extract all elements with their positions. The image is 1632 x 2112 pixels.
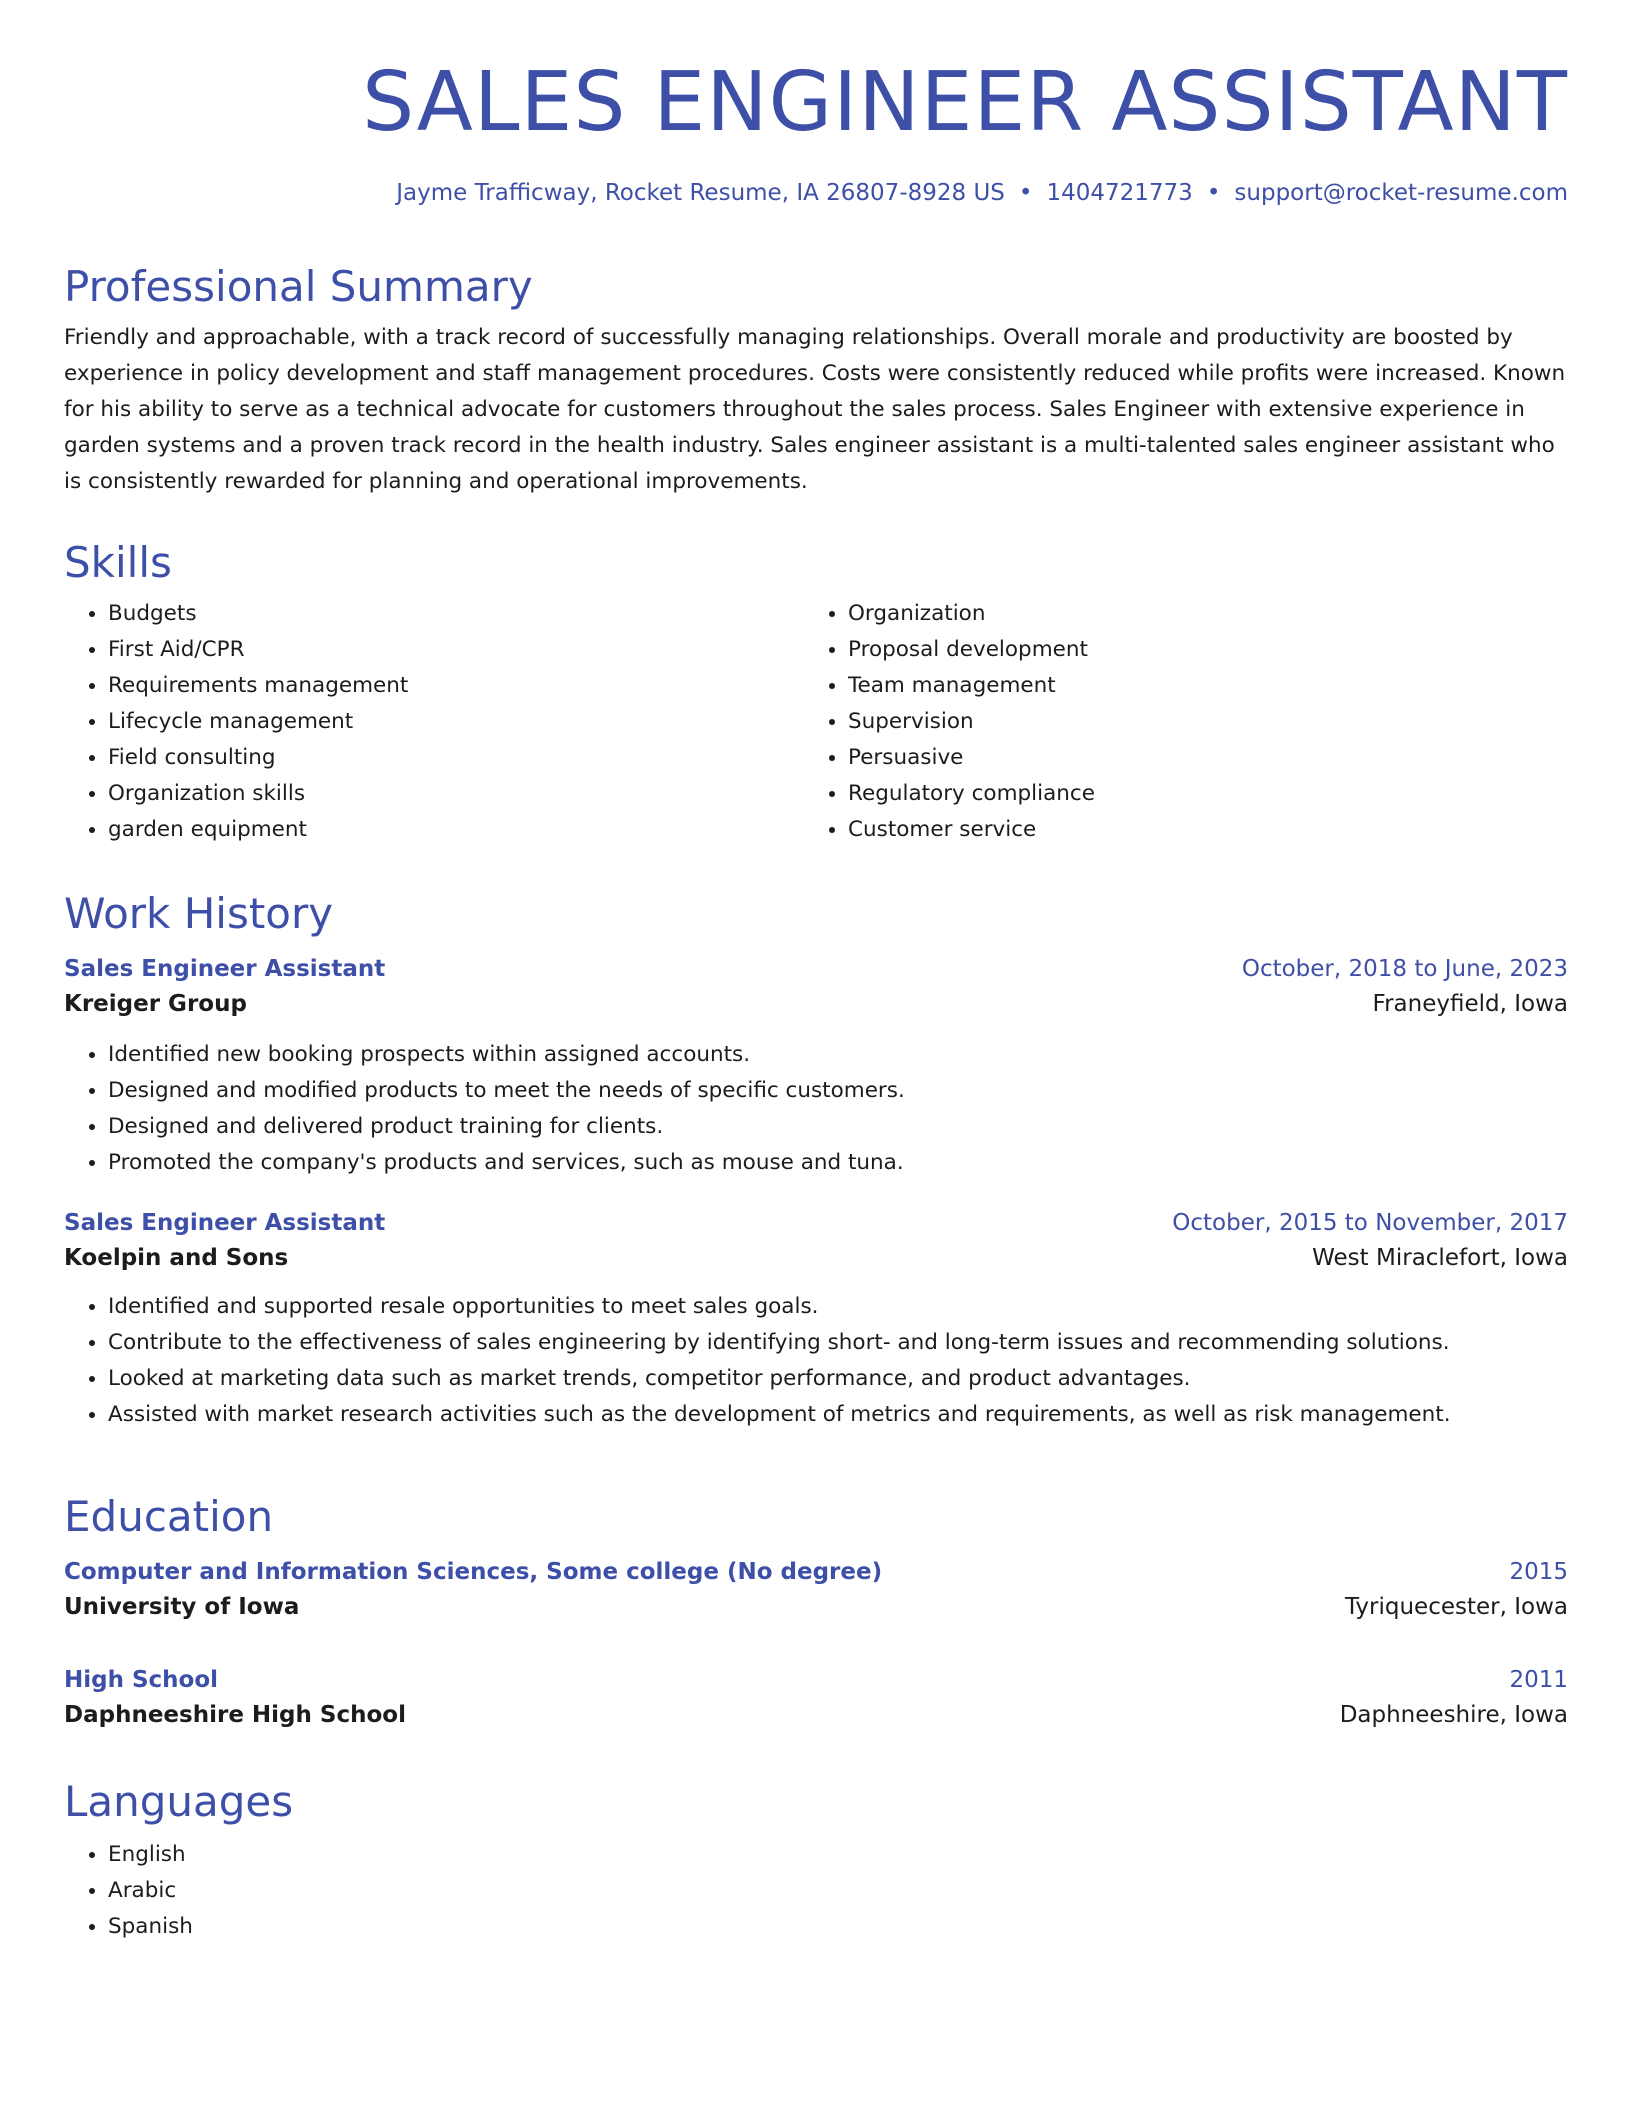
job-bullet: • Identified new booking prospects within assigned accounts. xyxy=(108,1037,1568,1073)
job-bullets xyxy=(64,1289,1568,1433)
skills-list-right xyxy=(804,596,1544,848)
contact-line xyxy=(64,178,1568,208)
education-degree: Computer and Information Sciences, Some college (No degree) xyxy=(64,1559,883,1585)
education-location: Tyriquecester, Iowa xyxy=(1344,1594,1568,1620)
summary-text: Friendly and approachable, with a track record of successfully managing relationships. Overall morale and productivity are boosted by experience in policy development and staff management procedures. Costs were consistently reduced while profits were increased. Known for his ability to serve as a technical advocate for customers throughout the sales process. Sales Engineer with extensive experience in garden systems and a proven track record in the health industry. Sales engineer assistant is a multi-talented sales engineer assistant who is consistently rewarded for planning and operational improvements. xyxy=(64,325,1566,494)
skill-item: • Budgets xyxy=(108,596,804,632)
skill-item: • Organization skills xyxy=(108,776,804,812)
education-school-row xyxy=(64,1696,1568,1734)
job-header-row xyxy=(64,1207,1568,1239)
skill-item: • Regulatory compliance xyxy=(848,776,1544,812)
summary-heading: Professional Summary xyxy=(64,262,533,311)
job-bullet: • Assisted with market research activities such as the development of metrics and requirements, as well as risk management. xyxy=(108,1397,1568,1433)
job-bullet: • Designed and modified products to meet the needs of specific customers. xyxy=(108,1073,1568,1109)
work-history-heading: Work History xyxy=(64,889,334,938)
skill-item: • Team management xyxy=(848,668,1544,704)
skill-item: • Proposal development xyxy=(848,632,1544,668)
education-year: 2015 xyxy=(1509,1559,1568,1585)
education-year: 2011 xyxy=(1509,1667,1568,1693)
skills-section xyxy=(64,538,1568,848)
education-heading: Education xyxy=(64,1492,274,1541)
contact-email: support@rocket-resume.com xyxy=(1234,180,1568,206)
job-company: Kreiger Group xyxy=(64,991,247,1017)
job-bullet: • Looked at marketing data such as market trends, competitor performance, and product advantages. xyxy=(108,1361,1568,1397)
languages-list xyxy=(64,1837,1568,1945)
education-section xyxy=(64,1492,1568,1734)
job-bullet: • Identified and supported resale opportunities to meet sales goals. xyxy=(108,1289,1568,1325)
language-item: • Spanish xyxy=(108,1909,1568,1945)
job-org-row xyxy=(64,985,1568,1023)
education-entry xyxy=(64,1664,1568,1734)
work-history-section xyxy=(64,889,1568,1433)
job-bullet: • Contribute to the effectiveness of sales engineering by identifying short- and long-term issues and recommending solutions. xyxy=(108,1325,1568,1361)
job-entry xyxy=(64,1207,1568,1433)
skills-list-left xyxy=(64,596,804,848)
skill-item: • Customer service xyxy=(848,812,1544,848)
skills-heading: Skills xyxy=(64,538,172,587)
skills-column-right xyxy=(804,596,1544,848)
job-location: Franeyfield, Iowa xyxy=(1372,991,1568,1017)
skill-item: • First Aid/CPR xyxy=(108,632,804,668)
job-title: Sales Engineer Assistant xyxy=(64,1210,386,1236)
skill-item: • Field consulting xyxy=(108,740,804,776)
job-org-row xyxy=(64,1239,1568,1277)
skill-item: • Lifecycle management xyxy=(108,704,804,740)
skills-grid xyxy=(64,596,1568,848)
language-item: • English xyxy=(108,1837,1568,1873)
skill-item: • Requirements management xyxy=(108,668,804,704)
skill-item: • garden equipment xyxy=(108,812,804,848)
job-dates: October, 2015 to November, 2017 xyxy=(1172,1210,1568,1236)
education-header-row xyxy=(64,1556,1568,1588)
contact-phone: 1404721773 xyxy=(1046,180,1193,206)
contact-address: Jayme Trafficway, Rocket Resume, IA 26807-8928 US xyxy=(396,180,1005,206)
languages-heading: Languages xyxy=(64,1777,294,1826)
contact-separator: • xyxy=(1018,180,1033,206)
education-entry xyxy=(64,1556,1568,1626)
skill-item: • Supervision xyxy=(848,704,1544,740)
job-header-row xyxy=(64,953,1568,985)
skills-column-left xyxy=(64,596,804,848)
job-dates: October, 2018 to June, 2023 xyxy=(1241,956,1568,982)
education-school: Daphneeshire High School xyxy=(64,1702,406,1728)
job-title: Sales Engineer Assistant xyxy=(64,956,386,982)
education-school: University of Iowa xyxy=(64,1594,300,1620)
job-entry xyxy=(64,953,1568,1181)
job-bullet: • Designed and delivered product training for clients. xyxy=(108,1109,1568,1145)
languages-section xyxy=(64,1777,1568,1945)
education-location: Daphneeshire, Iowa xyxy=(1339,1702,1568,1728)
job-bullet: • Promoted the company's products and services, such as mouse and tuna. xyxy=(108,1145,1568,1181)
skill-item: • Persuasive xyxy=(848,740,1544,776)
contact-separator: • xyxy=(1206,180,1221,206)
job-bullets xyxy=(64,1037,1568,1181)
education-header-row xyxy=(64,1664,1568,1696)
resume-name: SALES ENGINEER ASSISTANT xyxy=(362,55,1568,150)
education-degree: High School xyxy=(64,1667,219,1693)
summary-section xyxy=(64,262,1568,500)
skill-item: • Organization xyxy=(848,596,1544,632)
language-item: • Arabic xyxy=(108,1873,1568,1909)
job-location: West Miraclefort, Iowa xyxy=(1312,1245,1568,1271)
education-school-row xyxy=(64,1588,1568,1626)
job-company: Koelpin and Sons xyxy=(64,1245,289,1271)
